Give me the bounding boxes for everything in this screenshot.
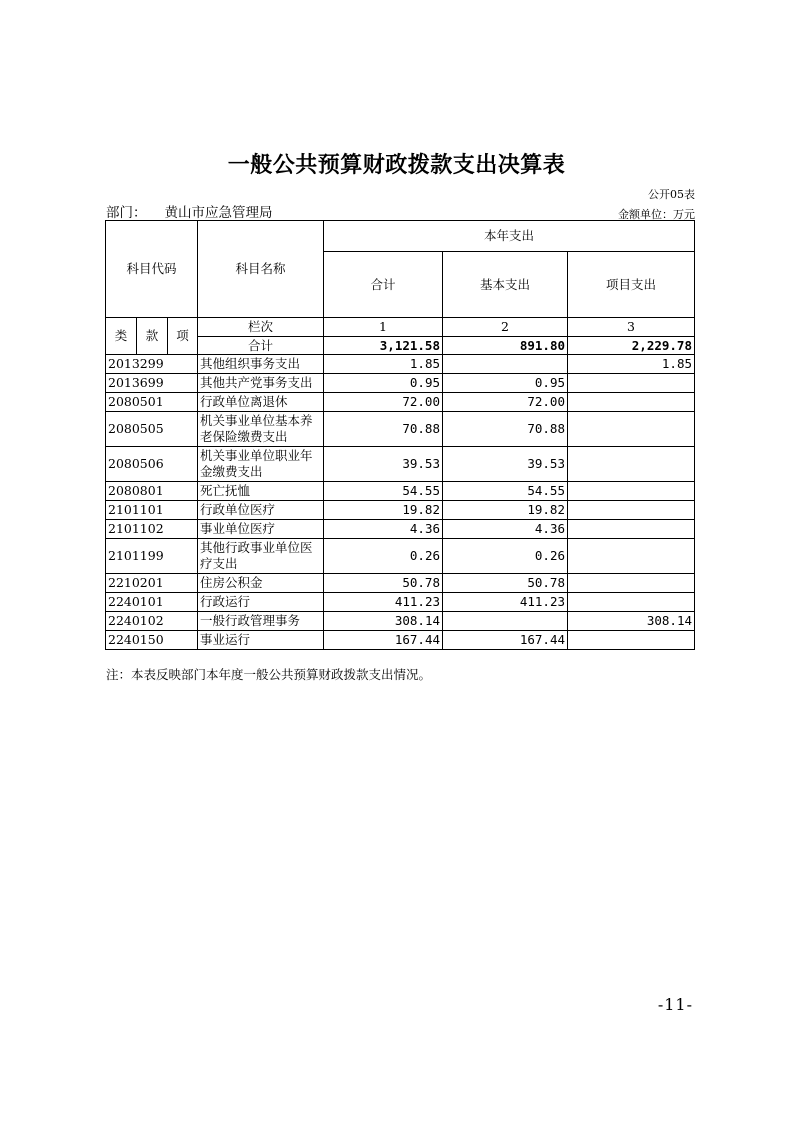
row-project: 1.85 <box>568 355 695 374</box>
table-row <box>106 412 695 447</box>
sum-basic: 891.80 <box>443 337 568 355</box>
row-total: 0.26 <box>324 539 443 574</box>
header-subject-name: 科目名称 <box>198 221 324 318</box>
row-basic: 70.88 <box>443 412 568 447</box>
table-row <box>106 539 695 574</box>
table-row <box>106 612 695 631</box>
header-kuan: 款 <box>137 318 168 355</box>
row-name: 事业运行 <box>198 631 324 650</box>
row-code: 2080506 <box>106 447 198 482</box>
row-project <box>568 593 695 612</box>
row-project <box>568 412 695 447</box>
row-code: 2240101 <box>106 593 198 612</box>
row-total: 0.95 <box>324 374 443 393</box>
row-name: 机关事业单位基本养老保险缴费支出 <box>198 412 324 447</box>
row-total: 4.36 <box>324 520 443 539</box>
table-note: 注：本表反映部门本年度一般公共预算财政拨款支出情况。 <box>106 667 432 682</box>
row-total: 308.14 <box>324 612 443 631</box>
table-row <box>106 482 695 501</box>
row-total: 411.23 <box>324 593 443 612</box>
row-project <box>568 482 695 501</box>
column-number-2: 2 <box>443 318 568 337</box>
header-xiang: 项 <box>168 318 198 355</box>
row-code: 2210201 <box>106 574 198 593</box>
row-name: 住房公积金 <box>198 574 324 593</box>
row-code: 2101101 <box>106 501 198 520</box>
row-basic: 39.53 <box>443 447 568 482</box>
row-name: 行政运行 <box>198 593 324 612</box>
row-total: 39.53 <box>324 447 443 482</box>
row-total: 1.85 <box>324 355 443 374</box>
row-basic <box>443 355 568 374</box>
header-lei: 类 <box>106 318 137 355</box>
page-number: -11- <box>657 995 693 1014</box>
form-number: 公开05表 <box>648 188 695 201</box>
row-project <box>568 631 695 650</box>
row-code: 2013299 <box>106 355 198 374</box>
row-basic: 4.36 <box>443 520 568 539</box>
row-project: 308.14 <box>568 612 695 631</box>
row-project <box>568 393 695 412</box>
row-project <box>568 447 695 482</box>
row-code: 2080505 <box>106 412 198 447</box>
row-code: 2101102 <box>106 520 198 539</box>
expenditure-table <box>105 220 695 650</box>
row-name: 其他组织事务支出 <box>198 355 324 374</box>
row-total: 50.78 <box>324 574 443 593</box>
table-row <box>106 393 695 412</box>
row-code: 2080801 <box>106 482 198 501</box>
sum-project: 2,229.78 <box>568 337 695 355</box>
row-basic: 50.78 <box>443 574 568 593</box>
row-project <box>568 374 695 393</box>
department-value: 黄山市应急管理局 <box>164 205 273 221</box>
amount-unit: 金额单位：万元 <box>618 208 695 221</box>
row-code: 2240150 <box>106 631 198 650</box>
row-basic: 0.26 <box>443 539 568 574</box>
header-project: 项目支出 <box>568 252 695 318</box>
table-row <box>106 574 695 593</box>
row-code: 2240102 <box>106 612 198 631</box>
table-row <box>106 520 695 539</box>
row-name: 事业单位医疗 <box>198 520 324 539</box>
table-row <box>106 355 695 374</box>
row-code: 2080501 <box>106 393 198 412</box>
row-code: 2013699 <box>106 374 198 393</box>
column-number-1: 1 <box>324 318 443 337</box>
table-row <box>106 631 695 650</box>
row-total: 72.00 <box>324 393 443 412</box>
page-title: 一般公共预算财政拨款支出决算表 <box>227 152 566 178</box>
row-basic: 167.44 <box>443 631 568 650</box>
header-total: 合计 <box>324 252 443 318</box>
header-basic: 基本支出 <box>443 252 568 318</box>
sum-total: 3,121.58 <box>324 337 443 355</box>
column-number-3: 3 <box>568 318 695 337</box>
row-project <box>568 574 695 593</box>
row-name: 机关事业单位职业年金缴费支出 <box>198 447 324 482</box>
department-label: 部门： <box>106 205 147 221</box>
department-line <box>106 201 273 221</box>
row-basic: 0.95 <box>443 374 568 393</box>
row-name: 行政单位医疗 <box>198 501 324 520</box>
row-basic: 54.55 <box>443 482 568 501</box>
table-row <box>106 501 695 520</box>
header-subject-code: 科目代码 <box>106 221 198 318</box>
row-name: 行政单位离退休 <box>198 393 324 412</box>
row-code: 2101199 <box>106 539 198 574</box>
row-name: 其他共产党事务支出 <box>198 374 324 393</box>
header-current-year: 本年支出 <box>324 221 695 252</box>
row-project <box>568 501 695 520</box>
row-total: 70.88 <box>324 412 443 447</box>
row-total: 167.44 <box>324 631 443 650</box>
table-row <box>106 374 695 393</box>
row-name: 其他行政事业单位医疗支出 <box>198 539 324 574</box>
row-name: 死亡抚恤 <box>198 482 324 501</box>
row-name: 一般行政管理事务 <box>198 612 324 631</box>
row-total: 54.55 <box>324 482 443 501</box>
row-project <box>568 539 695 574</box>
table-row <box>106 593 695 612</box>
row-total: 19.82 <box>324 501 443 520</box>
row-basic: 19.82 <box>443 501 568 520</box>
row-basic: 411.23 <box>443 593 568 612</box>
sum-label: 合计 <box>198 337 324 355</box>
header-column-order: 栏次 <box>198 318 324 337</box>
row-project <box>568 520 695 539</box>
row-basic <box>443 612 568 631</box>
table-row <box>106 447 695 482</box>
row-basic: 72.00 <box>443 393 568 412</box>
